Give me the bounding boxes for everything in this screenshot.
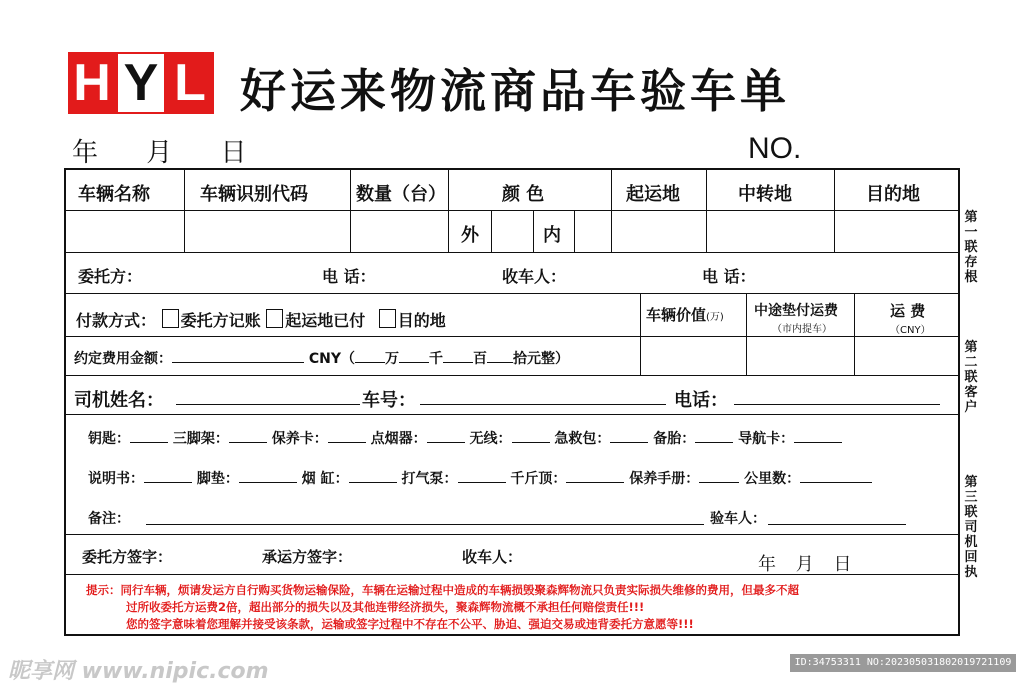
row-divider [66,210,958,211]
header-destination: 目的地 [866,184,920,205]
header-vin: 车辆识别代码 [200,184,308,205]
logo-letter-y: Y [116,52,166,114]
row-divider [66,414,958,415]
col-divider [350,170,351,252]
serial-number-label: NO. [748,132,802,165]
row-divider [66,336,958,337]
payment-method-row [76,308,446,331]
receiver-label: 收车人： [502,267,567,286]
consigner-label: 委托方： [78,267,143,286]
plate-label: 车号： [362,390,416,411]
bai-blank[interactable] [443,348,473,363]
notice-line-3: 您的签字意味着您理解并接受该条款，运输或签字过程中不存在不公平、胁迫、强迫交易或违背委托方意愿等!!! [126,617,694,631]
col-divider [533,210,534,252]
item-manual: 说明书： [88,471,144,487]
item-floor-mat: 脚垫： [196,471,239,487]
date-line: 年 月 日 [72,138,247,168]
item-navigation-card: 导航卡： [738,431,795,447]
vehicle-value-label [646,304,724,325]
row-divider [66,375,958,376]
qian-label: 千 [429,351,444,367]
header-transit: 中转地 [738,184,792,205]
option-destination: 目的地 [397,311,446,330]
col-divider [640,293,641,375]
col-divider [491,210,492,252]
col-divider [706,170,707,252]
item-blank[interactable] [349,468,397,483]
item-blank[interactable] [328,428,366,443]
item-blank[interactable] [800,468,872,483]
consigner-phone-label: 电 话： [322,267,376,286]
logo-letter-h: H [68,52,116,114]
watermark-id: ID:34753311 NO:20230503180201972110​9 [790,654,1016,672]
payment-method-label: 付款方式： [76,311,157,330]
checkbox-origin-paid[interactable] [266,309,283,328]
item-blank[interactable] [458,468,506,483]
side-label-driver-receipt: 第三联司机回执 [964,475,978,580]
col-divider [834,170,835,252]
accessories-row-1 [88,428,842,448]
driver-name-blank[interactable] [176,390,360,405]
row-divider [66,293,958,294]
vehicle-value-unit: (万) [706,312,724,323]
item-blank[interactable] [794,428,842,443]
item-maintenance-card: 保养卡： [271,431,328,447]
item-blank[interactable] [239,468,297,483]
item-air-pump: 打气泵： [401,471,458,487]
agreed-fee-row [74,348,569,368]
signature-date: 年 月 日 [758,554,852,575]
notice-line-1: 提示：同行车辆，烦请发运方自行购买货物运输保险，车辆在运输过程中造成的车辆损毁聚森辉物流只负责实际损失维修的费用，但最多不超 [86,583,799,597]
color-exterior-label: 外 [461,225,479,246]
item-spare-tire: 备胎： [653,431,696,447]
vehicle-value-text: 车辆价值 [646,306,707,324]
col-divider [574,210,575,252]
wan-label: 万 [385,351,400,367]
item-blank[interactable] [427,428,465,443]
row-divider [66,534,958,535]
logo-letter-l: L [166,52,214,114]
col-divider [854,293,855,375]
remarks-blank[interactable] [146,510,704,525]
option-origin-paid: 起运地已付 [285,311,366,330]
col-divider [448,170,449,252]
checkbox-destination[interactable] [379,309,396,328]
freight-unit: （CNY） [890,325,931,336]
wan-blank[interactable] [355,348,385,363]
item-mileage: 公里数： [744,471,801,487]
col-divider [184,170,185,252]
qian-blank[interactable] [399,348,429,363]
item-blank[interactable] [229,428,267,443]
shi-label: 拾元整） [513,351,570,367]
carrier-signature-label: 承运方签字： [262,548,353,566]
item-tripod: 三脚架： [172,431,229,447]
page-title: 好运来物流商品车验车单 [240,64,790,118]
checkbox-consigner-account[interactable] [162,309,179,328]
item-first-aid-kit: 急救包： [554,431,611,447]
watermark-site: 昵享网 www.nipic.com [8,659,269,684]
advance-fee-label: 中途垫付运费 [754,303,838,319]
remarks-label: 备注： [88,511,130,527]
header-origin: 起运地 [626,184,680,205]
agreed-fee-blank[interactable] [172,348,304,363]
item-keys: 钥匙： [88,431,130,447]
accessories-row-2 [88,468,872,488]
header-color: 颜 色 [502,184,545,205]
driver-phone-blank[interactable] [734,390,940,405]
inspector-label: 验车人： [710,511,766,527]
notice-line-2: 过所收委托方运费2倍，超出部分的损失以及其他连带经济损失，聚森辉物流概不承担任何赔偿责任!!! [126,600,645,614]
item-blank[interactable] [144,468,192,483]
driver-phone-label: 电话： [674,390,728,411]
notice-text [86,582,946,633]
item-blank[interactable] [130,428,168,443]
receiver-signature-label: 收车人： [462,548,523,566]
consigner-signature-label: 委托方签字： [82,548,173,566]
row-divider [66,252,958,253]
side-label-stub: 第一联存根 [964,210,978,285]
inspector-blank[interactable] [768,510,906,525]
bai-label: 百 [473,351,488,367]
col-divider [746,293,747,375]
option-consigner-account: 委托方记账 [180,311,261,330]
item-blank[interactable] [699,468,739,483]
cny-label: CNY（ [308,351,356,367]
company-logo [68,52,214,114]
item-blank[interactable] [512,428,550,443]
advance-fee-note: （市内提车） [772,324,832,335]
header-vehicle-name: 车辆名称 [78,184,150,205]
item-lighter: 点烟器： [370,431,427,447]
receiver-phone-label: 电 话： [702,267,756,286]
freight-label: 运 费 [890,302,926,320]
col-divider [611,170,612,252]
item-radio: 无线： [469,431,512,447]
side-label-customer: 第二联客户 [964,340,978,415]
item-blank[interactable] [566,468,624,483]
driver-name-label: 司机姓名： [74,390,164,411]
plate-blank[interactable] [420,390,666,405]
item-blank[interactable] [610,428,648,443]
inspection-form [64,168,960,636]
shi-blank[interactable] [487,348,513,363]
item-blank[interactable] [695,428,733,443]
header-quantity: 数量（台） [356,184,446,205]
item-maintenance-manual: 保养手册： [629,471,700,487]
item-jack: 千斤顶： [510,471,567,487]
color-interior-label: 内 [543,225,561,246]
agreed-fee-label: 约定费用金额： [74,351,172,367]
item-ashtray: 烟 缸： [301,471,349,487]
